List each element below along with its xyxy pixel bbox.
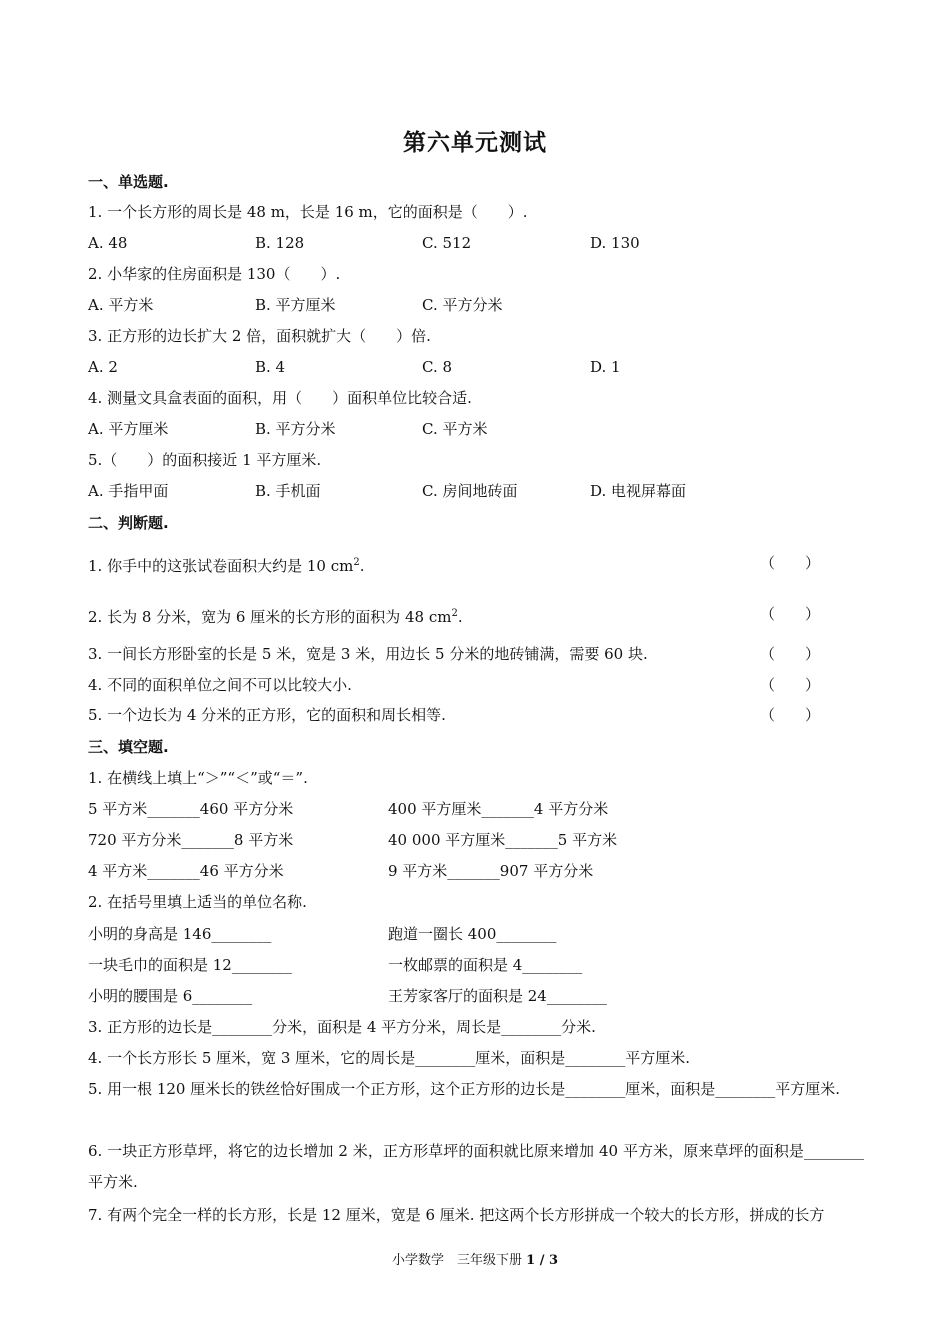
compare-item: 5 平方米_______460 平方分米 [88, 800, 294, 818]
option: D. 130 [590, 234, 640, 252]
page-footer [0, 1249, 950, 1268]
question-stem: 5. 用一根 120 厘米长的铁丝恰好围成一个正方形，这个正方形的边长是________厘米，面积是________平方厘米. [88, 1080, 841, 1098]
judge-item-text: 1. 你手中的这张试卷面积大约是 10 cm [88, 557, 354, 575]
compare-item: 720 平方分米_______8 平方米 [88, 831, 294, 849]
unit-item: 王芳家客厅的面积是 24________ [388, 987, 607, 1005]
section-heading-fill-blank: 三、填空题. [88, 738, 169, 756]
question-stem: 3. 正方形的边长是________分米，面积是 4 平方分米，周长是________分米. [88, 1018, 596, 1036]
section-heading-single-choice: 一、单选题. [88, 173, 169, 191]
question-stem: 6. 一块正方形草坪，将它的边长增加 2 米，正方形草坪的面积就比原来增加 40 平方米，原来草坪的面积是________平方米. [88, 1142, 864, 1191]
page-title: 第六单元测试 [403, 129, 547, 156]
compare-item: 4 平方米_______46 平方分米 [88, 862, 284, 880]
question-stem: 4. 测量文具盒表面的面积，用（ ）面积单位比较合适. [88, 389, 472, 407]
page-number: 1 / 3 [526, 1253, 559, 1268]
option: B. 平方分米 [255, 420, 336, 438]
judge-item: 4. 不同的面积单位之间不可以比较大小. [88, 676, 352, 694]
section-heading-true-false: 二、判断题. [88, 514, 169, 532]
question-stem: 1. 在横线上填上“＞”“＜”或“＝”. [88, 769, 308, 787]
answer-parentheses: （ ） [760, 676, 821, 694]
question-stem: 2. 小华家的住房面积是 130（ ）. [88, 265, 341, 283]
option: C. 512 [422, 234, 472, 252]
compare-item: 400 平方厘米_______4 平方分米 [388, 800, 609, 818]
question-stem: 5.（ ）的面积接近 1 平方厘米. [88, 451, 322, 469]
option: C. 平方米 [422, 420, 488, 438]
option: B. 4 [255, 358, 286, 376]
option: B. 平方厘米 [255, 296, 336, 314]
question-stem: 1. 一个长方形的周长是 48 m，长是 16 m，它的面积是（ ）. [88, 203, 528, 221]
answer-parentheses: （ ） [760, 706, 821, 724]
option: C. 平方分米 [422, 296, 503, 314]
answer-parentheses: （ ） [760, 605, 821, 623]
superscript: 2 [451, 608, 458, 619]
question-stem: 2. 在括号里填上适当的单位名称. [88, 893, 307, 911]
judge-item: 5. 一个边长为 4 分米的正方形，它的面积和周长相等. [88, 706, 446, 724]
option: D. 电视屏幕面 [590, 482, 687, 500]
option: A. 手指甲面 [88, 482, 169, 500]
unit-item: 一块毛巾的面积是 12________ [88, 956, 292, 974]
compare-item: 9 平方米_______907 平方分米 [388, 862, 594, 880]
compare-item: 40 000 平方厘米_______5 平方米 [388, 831, 618, 849]
option: D. 1 [590, 358, 621, 376]
judge-item-end: . [457, 608, 463, 626]
option: A. 平方厘米 [88, 420, 169, 438]
judge-item [88, 553, 365, 576]
question-stem: 3. 正方形的边长扩大 2 倍，面积就扩大（ ）倍. [88, 327, 431, 345]
unit-item: 一枚邮票的面积是 4________ [388, 956, 583, 974]
option: C. 8 [422, 358, 453, 376]
unit-item: 跑道一圈长 400________ [388, 925, 557, 943]
unit-item: 小明的腰围是 6________ [88, 987, 253, 1005]
superscript: 2 [353, 557, 360, 568]
judge-item-text: 2. 长为 8 分米，宽为 6 厘米的长方形的面积为 48 cm [88, 608, 452, 626]
option: B. 128 [255, 234, 305, 252]
judge-item-end: . [359, 557, 365, 575]
option: B. 手机面 [255, 482, 321, 500]
judge-item [88, 604, 463, 627]
option: A. 2 [88, 358, 118, 376]
footer-subject: 小学数学 三年级下册 [391, 1253, 522, 1268]
question-stem: 7. 有两个完全一样的长方形，长是 12 厘米，宽是 6 厘米. 把这两个长方形拼成一个较大的长方形，拼成的长方 [88, 1206, 825, 1224]
answer-parentheses: （ ） [760, 554, 821, 572]
unit-item: 小明的身高是 146________ [88, 925, 272, 943]
option: C. 房间地砖面 [422, 482, 518, 500]
question-stem: 4. 一个长方形长 5 厘米，宽 3 厘米，它的周长是________厘米，面积是________平方厘米. [88, 1049, 691, 1067]
answer-parentheses: （ ） [760, 645, 821, 663]
option: A. 平方米 [88, 296, 154, 314]
option: A. 48 [88, 234, 128, 252]
judge-item: 3. 一间长方形卧室的长是 5 米，宽是 3 米，用边长 5 分米的地砖铺满，需要 60 块. [88, 645, 648, 663]
